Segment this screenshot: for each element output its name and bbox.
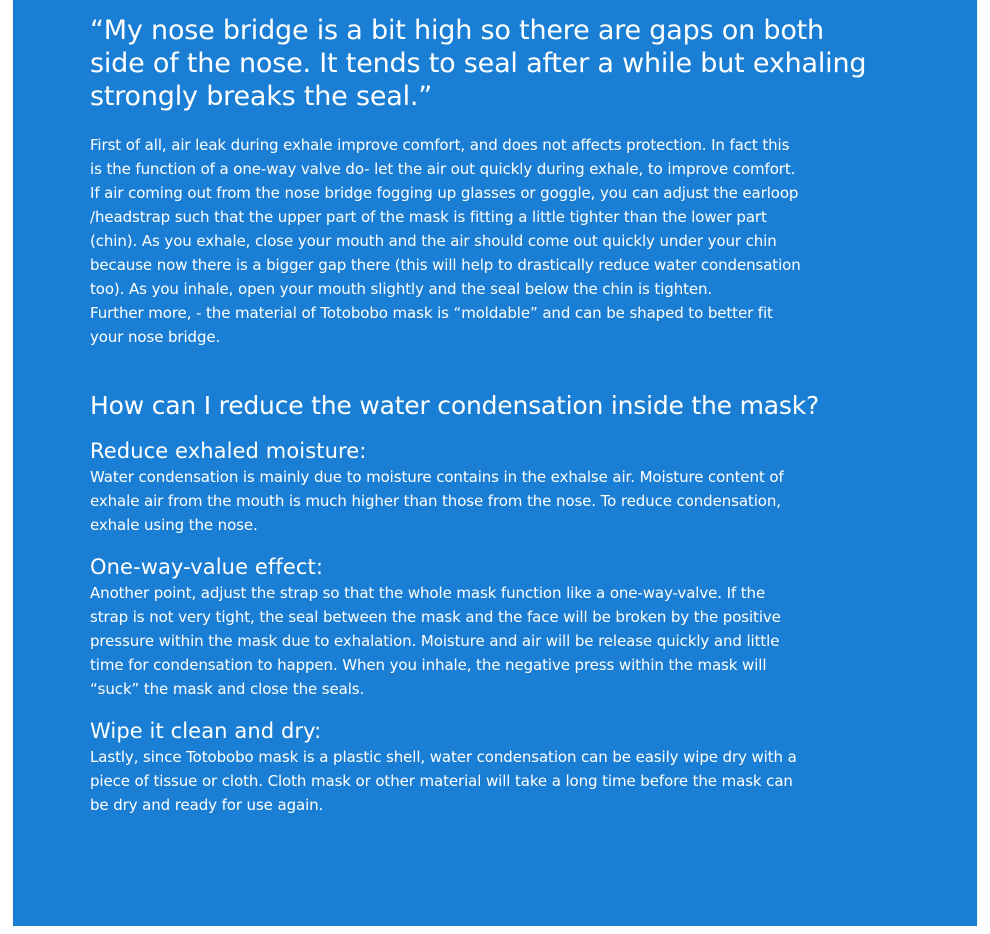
tip-body: Another point, adjust the strap so that the whole mask function like a one-way-valve. If the strap is not very tight, the seal between the mask and the face will be broken by the positive pressure within the mask due to exhalation. Moisture and air will be release quickly and little time for condensation to happen. When you inhale, the negative press within the mask will “suck” the mask and close the seals. (90, 584, 781, 698)
tip-body: Lastly, since Totobobo mask is a plastic shell, water condensation can be easily wipe dry with a piece of tissue or cloth. Cloth mask or other material will take a long time before the mask can be dry and ready for use again. (90, 748, 797, 814)
tip-body: Water condensation is mainly due to moisture contains in the exhalse air. Moisture content of exhale air from the mouth is much higher than those from the nose. To reduce condensation, exhale using the nose. (90, 468, 784, 534)
customer-quote: “My nose bridge is a bit high so there are gaps on both side of the nose. It tends to seal after a while but exhaling strongly breaks the seal.” (90, 15, 867, 112)
quote-answer: First of all, air leak during exhale improve comfort, and does not affects protection. In fact this is the function of a one-way valve do- let the air out quickly during exhale, to improve comfort. If air coming out from the nose bridge fogging up glasses or goggle, you can adjust the earloop /headstrap such that the upper part of the mask is fitting a little tighter than the lower part (chin). As you exhale, close your mouth and the air should come out quickly under your chin because now there is a bigger gap there (this will help to drastically reduce water condensation too). As you inhale, open your mouth slightly and the seal below the chin is tighten. Further more, - the material of Totobobo mask is “moldable” and can be shaped to better fit your nose bridge. (90, 136, 801, 346)
tip-one-way-value-effect (90, 553, 950, 701)
tip-title: Reduce exhaled moisture: (90, 439, 367, 463)
tip-wipe-clean-and-dry (90, 717, 950, 817)
tip-reduce-exhaled-moisture (90, 437, 950, 537)
tip-title: Wipe it clean and dry: (90, 719, 322, 743)
tip-title: One-way-value effect: (90, 555, 324, 579)
faq-content (90, 14, 950, 817)
faq-question: How can I reduce the water condensation inside the mask? (90, 391, 820, 420)
faq-panel (13, 0, 977, 926)
